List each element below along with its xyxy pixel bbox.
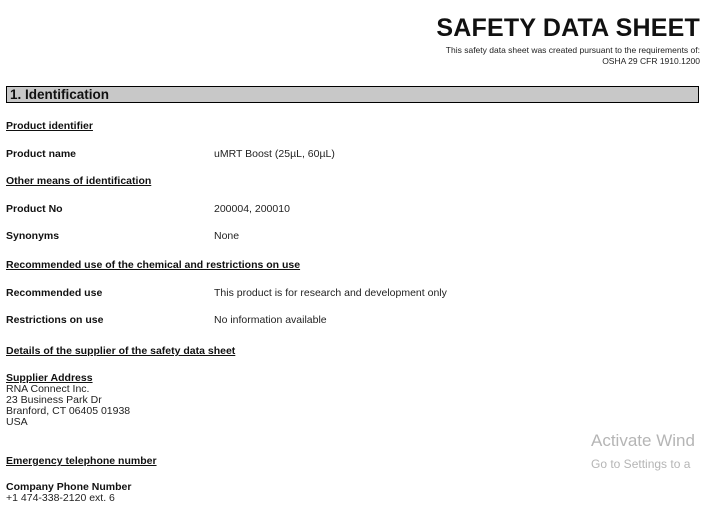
restrictions-value: No information available: [214, 314, 327, 326]
other-means-heading: Other means of identification: [6, 175, 152, 187]
product-no-label: Product No: [6, 203, 63, 215]
document-title: SAFETY DATA SHEET: [436, 14, 700, 42]
subtitle-line-2: OSHA 29 CFR 1910.1200: [602, 56, 700, 66]
recommended-use-label: Recommended use: [6, 287, 103, 299]
supplier-address-block: [6, 373, 130, 428]
company-phone-title: Company Phone Number: [6, 481, 132, 493]
supplier-address-title: Supplier Address: [6, 372, 93, 384]
document-subtitle: [446, 45, 700, 67]
supplier-address-line: 23 Business Park Dr: [6, 394, 102, 406]
section-header-identification: [6, 86, 699, 103]
supplier-details-heading: Details of the supplier of the safety data sheet: [6, 345, 236, 357]
product-no-value: 200004, 200010: [214, 203, 290, 215]
recommended-use-value: This product is for research and development only: [214, 287, 447, 299]
activation-watermark-subtitle: Go to Settings to a: [591, 457, 691, 471]
synonyms-label: Synonyms: [6, 230, 60, 242]
supplier-address-line: USA: [6, 416, 28, 428]
section-title: 1. Identification: [10, 87, 110, 102]
product-name-label: Product name: [6, 148, 77, 160]
company-phone-block: [6, 482, 131, 504]
restrictions-label: Restrictions on use: [6, 314, 104, 326]
recommended-use-heading: Recommended use of the chemical and restrictions on use: [6, 259, 301, 271]
subtitle-line-1: This safety data sheet was created pursuant to the requirements of:: [445, 45, 700, 55]
product-name-value: uMRT Boost (25µL, 60µL): [214, 148, 335, 160]
company-phone-value: +1 474-338-2120 ext. 6: [6, 492, 115, 504]
product-identifier-heading: Product identifier: [6, 120, 93, 132]
supplier-address-line: RNA Connect Inc.: [6, 383, 90, 395]
supplier-address-line: Branford, CT 06405 01938: [6, 405, 131, 417]
synonyms-value: None: [214, 230, 240, 242]
activation-watermark-title: Activate Wind: [591, 431, 695, 450]
emergency-phone-heading: Emergency telephone number: [6, 455, 157, 467]
